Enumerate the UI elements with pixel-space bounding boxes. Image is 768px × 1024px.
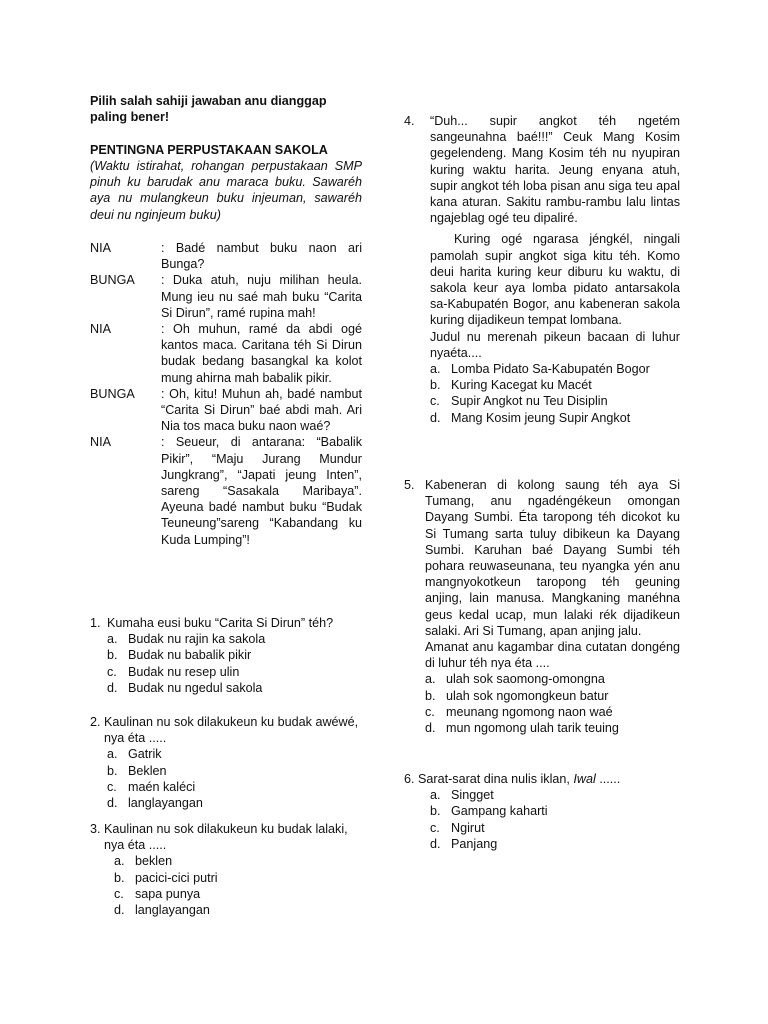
option-letter: c. — [114, 886, 124, 901]
question-5-stem — [404, 477, 680, 736]
passage-paragraph: “Duh... supir angkot téh ngetém sangeunahna baé!!!” Ceuk Mang Kosim gegelendeng. Mang Kosim téh nu nyupiran kuring waktu harita. Jeung enyana atuh, supir angkot téh loba pisan anu siga teu apal kana aturan. Sakitu rambu-rambu lalu lintas ngajeblag ogé teu dipaliré. — [430, 114, 680, 226]
dialog-line — [90, 272, 362, 321]
option-text: Budak nu babalik pikir — [128, 648, 252, 663]
options-list — [425, 671, 680, 736]
option-text: Singget — [451, 788, 494, 803]
option-text: Beklen — [128, 763, 167, 778]
option-text: Budak nu ngedul sakola — [128, 680, 263, 695]
option-text: langlayangan — [128, 796, 203, 811]
question-number: 1. — [90, 616, 101, 630]
option-b[interactable] — [430, 803, 680, 819]
dialog — [90, 240, 362, 548]
option-letter: c. — [107, 779, 117, 794]
question-number: 4. — [404, 114, 415, 128]
question-text — [418, 771, 680, 787]
option-d[interactable] — [114, 902, 362, 918]
question-text: Judul nu merenah pikeun bacaan di luhur nyaéta.... — [430, 329, 680, 360]
dialog-text: : Oh, kitu! Muhun ah, badé nambut “Carita Si Dirun” baé abdi mah. Ari Nia tos maca buku naon waé? — [161, 386, 362, 434]
option-letter: b. — [425, 688, 436, 703]
question-3-stem — [90, 821, 362, 853]
option-letter: b. — [430, 804, 441, 819]
option-d[interactable] — [107, 680, 362, 696]
option-text: Supir Angkot nu Teu Disiplin — [451, 394, 608, 409]
dialog-text: : Oh muhun, ramé da abdi ogé kantos maca. Caritana téh Si Dirun budak bedang basangkal ka kolot mung ahirna mah babalik pikir. — [161, 322, 362, 385]
question-6 — [404, 771, 680, 852]
question-number: 3. — [90, 822, 101, 836]
question-text: Kumaha eusi buku “Carita Si Dirun” téh? — [107, 616, 334, 630]
passage-paragraph: Kuring ogé ngarasa jéngkél, ningali pamolah supir angkot siga kitu téh. Komo deui harita kuring keur diburu ku waktu, di sakola keur aya lomba pidato antarsakola sa-Kabupatén Bogor, anu kabeneran sakola kuring dijadikeun tempat lombana. — [430, 232, 680, 328]
option-text: Lomba Pidato Sa-Kabupatén Bogor — [451, 362, 650, 377]
option-letter: d. — [114, 903, 125, 918]
passage-paragraph: Kabeneran di kolong saung téh aya Si Tumang, anu ngadéngékeun omongan Dayang Sumbi. Éta taropong téh dicokot ku Si Tumang sarta tuluy dibikeun ka Dayang Sumbi. Karuhan baé Dayang Sumbi téh pohara reuwaseunana, teu nyangka yén anu mangnyokotkeun taropong téh geuning anjing, lain manusa. Mangkaning manéhna geus kedal ucap, mun lalaki rék dijadikeun salaki. Ari Si Tumang, apan anjing jalu. — [425, 478, 680, 638]
option-letter: d. — [430, 410, 441, 425]
dialog-speaker: NIA — [90, 435, 111, 450]
option-d[interactable] — [430, 836, 680, 852]
option-letter: b. — [430, 378, 441, 393]
dialog-speaker: NIA — [90, 322, 111, 337]
options-list — [430, 787, 680, 852]
question-1-stem — [90, 615, 362, 631]
option-letter: d. — [107, 680, 118, 695]
option-text: ulah sok saomong-omongna — [446, 672, 605, 687]
question-text: Kaulinan nu sok dilakukeun ku budak awéwé, nya éta ..... — [104, 715, 359, 746]
dialog-text: : Duka atuh, nuju milihan heula. Mung ieu nu saé mah buku “Carita Si Dirun”, ramé rupina mah! — [161, 273, 362, 320]
option-b[interactable] — [107, 647, 362, 663]
option-letter: c. — [425, 704, 435, 719]
option-text: Gampang kaharti — [451, 804, 548, 819]
question-4 — [404, 113, 680, 426]
option-a[interactable] — [107, 631, 362, 647]
question-number: 6. — [404, 772, 415, 786]
option-letter: a. — [114, 854, 125, 869]
options-list — [114, 853, 362, 918]
option-text: Kuring Kacegat ku Macét — [451, 378, 592, 393]
option-text: meunang ngomong naon waé — [446, 704, 613, 719]
question-2-stem — [90, 714, 362, 746]
option-text: beklen — [135, 854, 173, 869]
option-text: sapa punya — [135, 886, 201, 901]
option-letter: d. — [425, 721, 436, 736]
option-letter: c. — [107, 664, 117, 679]
option-letter: a. — [430, 362, 441, 377]
dialog-speaker: NIA — [90, 241, 111, 255]
option-b[interactable] — [107, 763, 362, 779]
option-letter: d. — [107, 796, 118, 811]
option-c[interactable] — [107, 779, 362, 795]
question-5-body — [425, 477, 680, 736]
dialog-text: : Badé nambut buku naon ari Bunga? — [161, 241, 362, 272]
option-letter: d. — [430, 836, 441, 851]
option-text: Budak nu resep ulin — [128, 664, 240, 679]
option-a[interactable] — [430, 361, 680, 377]
dialog-line — [90, 321, 362, 386]
question-text-emphasis: Iwal — [573, 772, 596, 786]
option-text: Ngirut — [451, 820, 485, 835]
dialog-line — [90, 386, 362, 435]
option-letter: c. — [430, 394, 440, 409]
option-text: langlayangan — [135, 903, 210, 918]
options-list — [430, 361, 680, 426]
option-c[interactable] — [430, 820, 680, 836]
option-text: Gatrik — [128, 747, 162, 762]
question-4-body — [430, 113, 680, 426]
question-5 — [404, 477, 680, 736]
question-number: 2. — [90, 715, 101, 729]
dialog-line — [90, 434, 362, 547]
option-c[interactable] — [425, 704, 680, 720]
option-letter: b. — [107, 763, 118, 778]
option-b[interactable] — [425, 688, 680, 704]
option-letter: c. — [430, 820, 440, 835]
option-d[interactable] — [430, 410, 680, 426]
dialog-speaker: BUNGA — [90, 273, 135, 288]
option-text: Budak nu rajin ka sakola — [128, 632, 266, 647]
question-6-stem — [404, 771, 680, 787]
option-letter: b. — [114, 870, 125, 885]
option-letter: b. — [107, 648, 118, 663]
option-a[interactable] — [107, 746, 362, 762]
question-4-stem — [404, 113, 680, 426]
option-c[interactable] — [114, 886, 362, 902]
passage-intro: (Waktu istirahat, rohangan perpustakaan SMP pinuh ku barudak anu maraca buku. Sawaréh aya nu mulangkeun buku injeuman, sawaréh deui nu nginjeum buku) — [90, 159, 362, 222]
question-text: Amanat anu kagambar dina cutatan dongéng di luhur téh nya éta .... — [425, 640, 680, 671]
option-text: mun ngomong ulah tarik teuing — [446, 721, 619, 736]
question-2 — [90, 714, 362, 811]
option-a[interactable] — [114, 853, 362, 869]
question-text-prefix: Sarat-sarat dina nulis iklan, — [418, 772, 570, 786]
option-d[interactable] — [107, 795, 362, 811]
instruction: Pilih salah sahiji jawaban anu dianggap paling bener! — [90, 94, 327, 125]
option-letter: a. — [430, 788, 441, 803]
option-text: maén kaléci — [128, 779, 196, 794]
option-letter: a. — [425, 672, 436, 687]
options-list — [107, 631, 362, 696]
option-text: Mang Kosim jeung Supir Angkot — [451, 410, 631, 425]
option-a[interactable] — [430, 787, 680, 803]
option-d[interactable] — [425, 720, 680, 736]
options-list — [107, 746, 362, 811]
question-text-suffix: ...... — [599, 772, 621, 786]
option-letter: a. — [107, 632, 118, 647]
passage-title: PENTINGNA PERPUSTAKAAN SAKOLA — [90, 143, 328, 157]
option-c[interactable] — [107, 664, 362, 680]
option-a[interactable] — [425, 671, 680, 687]
option-c[interactable] — [430, 393, 680, 409]
question-3 — [90, 821, 362, 918]
option-letter: a. — [107, 747, 118, 762]
option-text: Panjang — [451, 836, 498, 851]
question-number: 5. — [404, 478, 415, 492]
option-text: ulah sok ngomongkeun batur — [446, 688, 609, 703]
dialog-speaker: BUNGA — [90, 386, 135, 401]
question-1 — [90, 615, 362, 696]
dialog-text: : Seueur, di antarana: “Babalik Pikir”, “Maju Jurang Mundur Jungkrang”, “Japati jeung Inten”, sareng “Sasakala Maribaya”. Ayeuna badé nambut buku “Budak Teuneung”sareng “Kabandang ku Kuda Lumping”! — [161, 435, 362, 547]
dialog-line — [90, 240, 362, 272]
option-text: pacici-cici putri — [135, 870, 218, 885]
option-b[interactable] — [114, 870, 362, 886]
question-text: Kaulinan nu sok dilakukeun ku budak lalaki, nya éta ..... — [104, 822, 348, 853]
option-b[interactable] — [430, 377, 680, 393]
